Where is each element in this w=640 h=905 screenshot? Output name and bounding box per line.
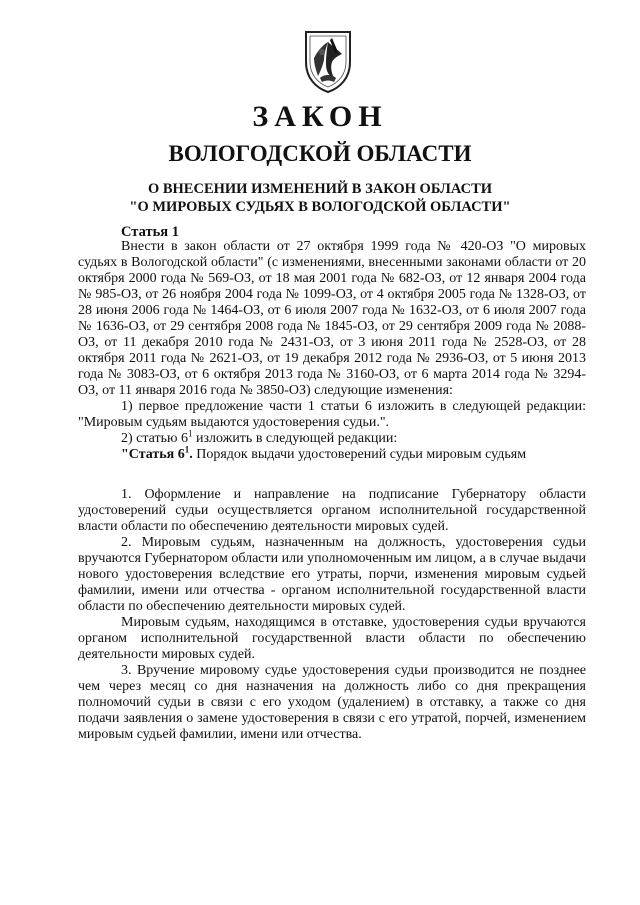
item2-superscript: 1 — [187, 428, 193, 439]
new-article-dot: . — [189, 447, 193, 462]
vologda-coat-of-arms-icon — [302, 28, 354, 94]
new-article-label: "Статья 6 — [121, 447, 185, 462]
page-title: ЗАКОН — [252, 100, 388, 133]
paragraph-2: 2. Мировым судьям, назначенным на должность, удостоверения судьи вручаются Губернатором области или уполномоченным им лицом, а в случае выдачи нового удостоверения вследствие его утраты, порчи, изменения мировым судьей фамилии, имени или отчества - органом исполнительной государственной власти области по обеспечению деятельности мировых судей. — [78, 535, 586, 614]
paragraph-1: 1. Оформление и направление на подписание Губернатору области удостоверений судьи осуществляется органом исполнительной государственной власти области по обеспечению деятельности мировых судей. — [78, 487, 586, 534]
paragraph-2-retired: Мировым судьям, находящимся в отставке, удостоверения судьи вручаются органом исполнительной государственной власти области по обеспечению деятельности мировых судей. — [78, 615, 586, 662]
item2-text: 2) статью 6 — [121, 431, 188, 446]
item2-text-end: изложить в следующей редакции: — [192, 431, 398, 446]
new-article-superscript: 1 — [184, 444, 190, 455]
law-title-line-1: О ВНЕСЕНИИ ИЗМЕНЕНИЙ В ЗАКОН ОБЛАСТИ — [147, 181, 493, 197]
paragraph-3: 3. Вручение мировому судье удостоверения судьи производится не позднее чем через месяц со дня назначения на должность либо со дня прекращения полномочий судьи в связи с его уходом (удалением) в отставку, а также со дня подачи заявления о замене удостоверения в связи с его утратой, порчей, изменением мировым судьей фамилии, имени или отчества. — [78, 663, 586, 742]
article-heading: Статья 1 — [121, 224, 179, 240]
article-intro: Внести в закон области от 27 октября 1999 года № 420-ОЗ "О мировых судьях в Вологодской области" (с изменениями, внесенными законами области от 20 октября 2000 года № 569-ОЗ, от 18 мая 2001 года № 682-ОЗ, от 12 января 2004 года № 985-ОЗ, от 26 ноября 2004 года № 1099-ОЗ, от 4 октября 2005 года № 1328-ОЗ, от 28 июня 2006 года № 1464-ОЗ, от 6 июля 2007 года № 1632-ОЗ, от 6 июля 2007 года № 1636-ОЗ, от 29 сентября 2008 года № 1845-ОЗ, от 29 сентября 2009 года № 2088-ОЗ, от 11 декабря 2010 года № 2431-ОЗ, от 3 июня 2011 года № 2528-ОЗ, от 28 октября 2011 года № 2621-ОЗ, от 19 декабря 2012 года № 2936-ОЗ, от 5 июня 2013 года № 3083-ОЗ, от 6 октября 2013 года № 3160-ОЗ, от 6 марта 2014 года № 3294-ОЗ, от 11 января 2016 года № 3850-ОЗ) следующие изменения: — [78, 239, 586, 398]
new-article-title: Порядок выдачи удостоверений судьи мировым судьям — [192, 447, 527, 462]
law-title-line-2: "О МИРОВЫХ СУДЬЯХ В ВОЛОГОДСКОЙ ОБЛАСТИ" — [129, 199, 511, 215]
amendment-item-1: 1) первое предложение части 1 статьи 6 изложить в следующей редакции: "Мировым судьям выдаются удостоверения судьи.". — [78, 399, 586, 430]
new-article-heading — [78, 444, 586, 463]
page-subtitle: ВОЛОГОДСКОЙ ОБЛАСТИ — [168, 141, 472, 166]
article-body — [78, 239, 586, 743]
amendment-item-2 — [78, 428, 586, 447]
